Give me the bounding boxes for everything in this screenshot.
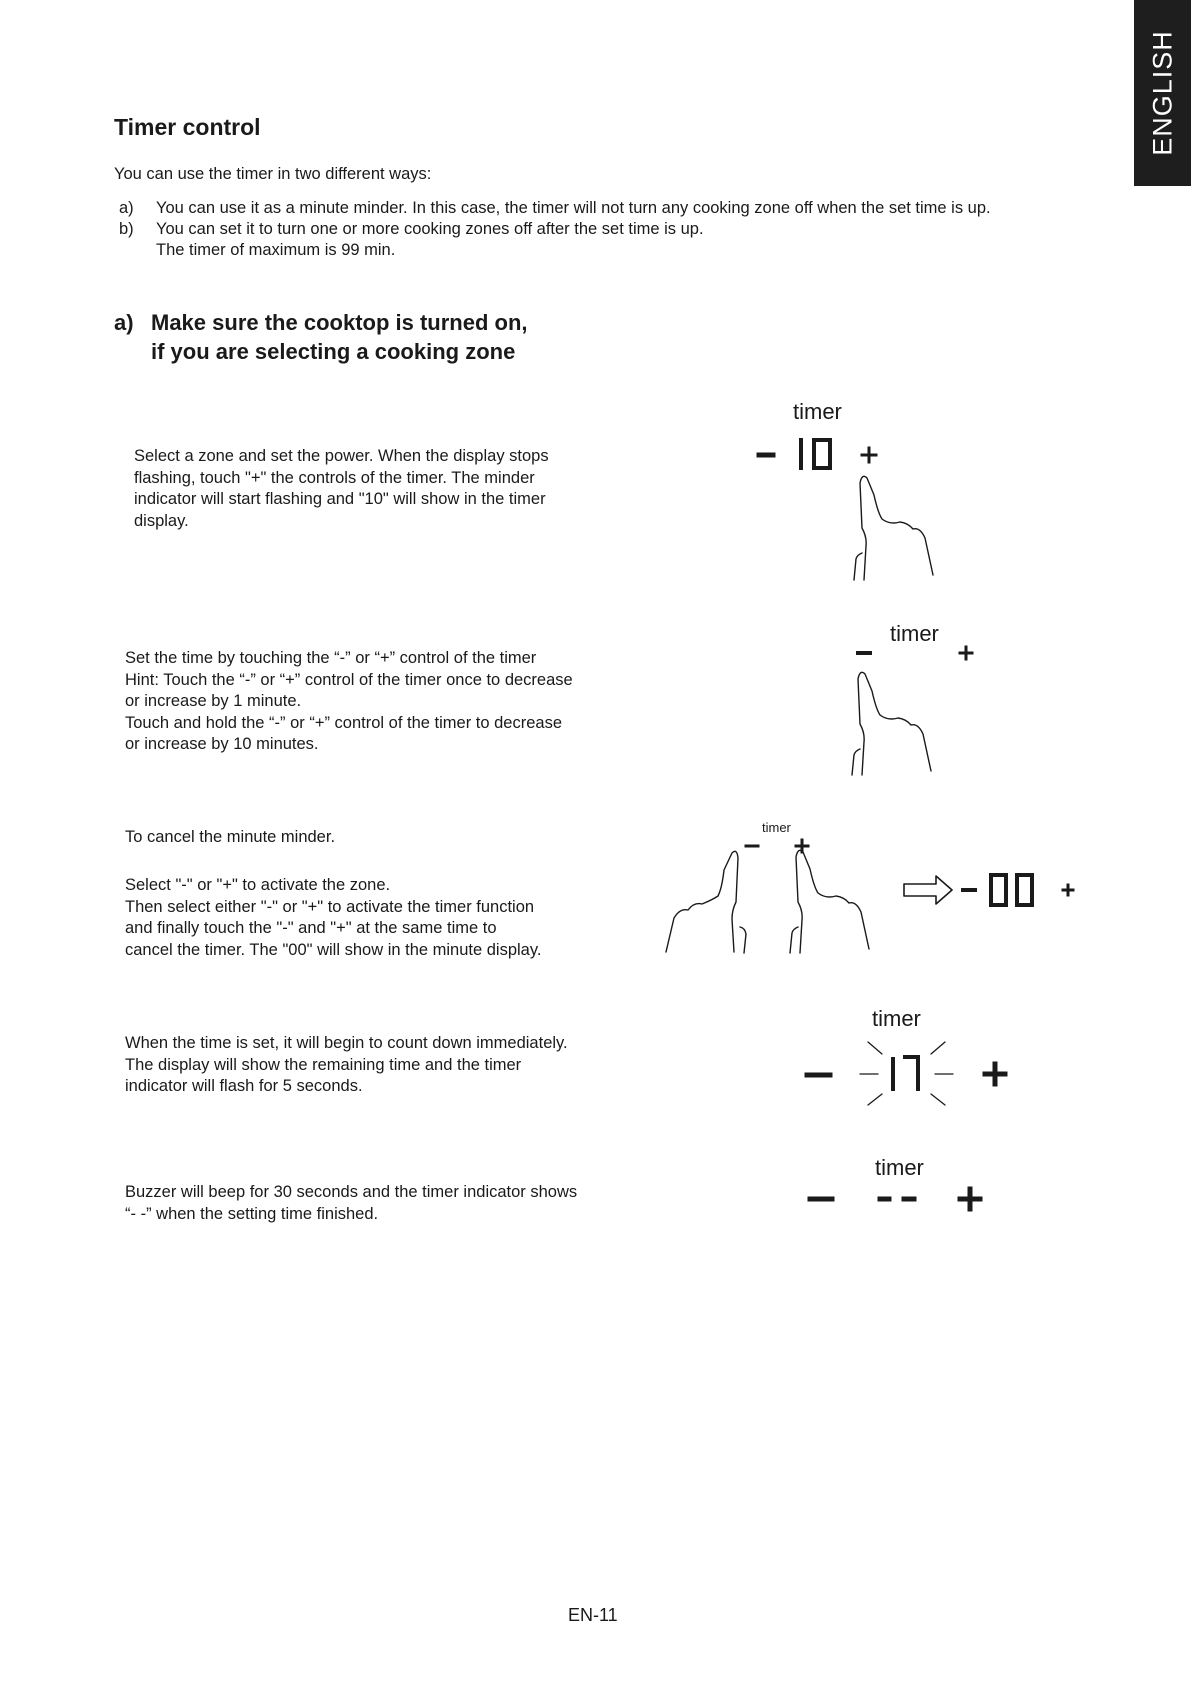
page-title: Timer control	[114, 114, 261, 140]
figure-timer-set	[840, 620, 990, 780]
page-number: EN-11	[568, 1605, 618, 1625]
text-line: indicator will start flashing and "10" will show in the timer	[134, 490, 546, 508]
ways-list	[119, 198, 991, 261]
list-marker: a)	[119, 199, 134, 217]
timer-label: timer	[762, 820, 791, 835]
timer-label: timer	[875, 1155, 924, 1180]
right-hand-icon	[790, 850, 869, 953]
text-line: cancel the timer. The "00" will show in the minute display.	[125, 940, 542, 959]
figure-cancel-timer	[660, 820, 1090, 960]
text-line: The display will show the remaining time and the timer	[125, 1055, 522, 1074]
timer-label: timer	[793, 399, 842, 424]
hand-icon	[854, 476, 933, 580]
hand-icon	[852, 672, 931, 775]
plus-icon	[960, 647, 972, 659]
section-heading	[114, 308, 528, 366]
text-line: and finally touch the "-" and "+" at the same time to	[125, 919, 497, 937]
section-line-2: if you are selecting a cooking zone	[151, 339, 516, 364]
figure-timer-finished	[800, 1153, 1000, 1223]
text-line: Hint: Touch the “-” or “+” control of the timer once to decrease	[125, 670, 573, 689]
text-line: Select "-" or "+" to activate the zone.	[125, 876, 391, 894]
list-text: You can set it to turn one or more cooking zones off after the set time is up.	[156, 220, 704, 238]
arrow-right-icon	[904, 876, 952, 904]
section-line-1: Make sure the cooktop is turned on,	[151, 310, 528, 335]
text-line: Set the time by touching the “-” or “+” control of the timer	[125, 649, 537, 667]
text-line: “- -” when the setting time finished.	[125, 1204, 379, 1223]
figure-timer-10	[750, 395, 980, 585]
list-item	[119, 198, 991, 219]
text-line: When the time is set, it will begin to count down immediately.	[125, 1034, 568, 1052]
left-hand-icon	[666, 851, 746, 953]
list-marker: b)	[119, 220, 134, 238]
digit-display-17	[893, 1057, 918, 1089]
section-marker: a)	[114, 310, 134, 335]
digit-display-10	[801, 440, 830, 468]
plus-icon	[985, 1064, 1005, 1084]
text-line: indicator will flash for 5 seconds.	[125, 1077, 363, 1095]
max-note: The timer of maximum is 99 min.	[156, 241, 396, 259]
language-label: ENGLISH	[1147, 30, 1177, 156]
plus-icon	[796, 840, 808, 852]
text-line: Select a zone and set the power. When the display stops	[134, 447, 549, 465]
text-line: display.	[134, 511, 189, 530]
text-line: Buzzer will beep for 30 seconds and the timer indicator shows	[125, 1183, 578, 1201]
step-1-text	[134, 446, 549, 532]
text-line: flashing, touch "+" the controls of the timer. The minder	[134, 468, 535, 487]
digit-display-00	[991, 875, 1032, 905]
plus-icon	[960, 1189, 980, 1209]
flash-rays-icon	[860, 1042, 953, 1105]
text-line: or increase by 10 minutes.	[125, 735, 319, 753]
text-line: Touch and hold the “-” or “+” control of the timer to decrease	[125, 713, 563, 732]
intro-text: You can use the timer in two different ways:	[114, 165, 432, 183]
list-item	[119, 219, 991, 240]
text-line: or increase by 1 minute.	[125, 692, 302, 710]
step-3-heading: To cancel the minute minder.	[125, 828, 336, 846]
step-5-text	[125, 1182, 577, 1225]
step-3-text	[125, 875, 541, 961]
figure-timer-countdown	[800, 1002, 1020, 1112]
step-2-text	[125, 648, 573, 756]
step-4-text	[125, 1033, 568, 1098]
text-line: Then select either "-" or "+" to activate the timer function	[125, 897, 535, 916]
list-text: You can use it as a minute minder. In this case, the timer will not turn any cooking zone off when the set time is up.	[156, 199, 991, 217]
timer-label: timer	[890, 621, 939, 646]
language-tab	[1134, 0, 1191, 186]
plus-icon	[862, 448, 876, 462]
timer-label: timer	[872, 1006, 921, 1031]
plus-icon	[1063, 885, 1073, 895]
